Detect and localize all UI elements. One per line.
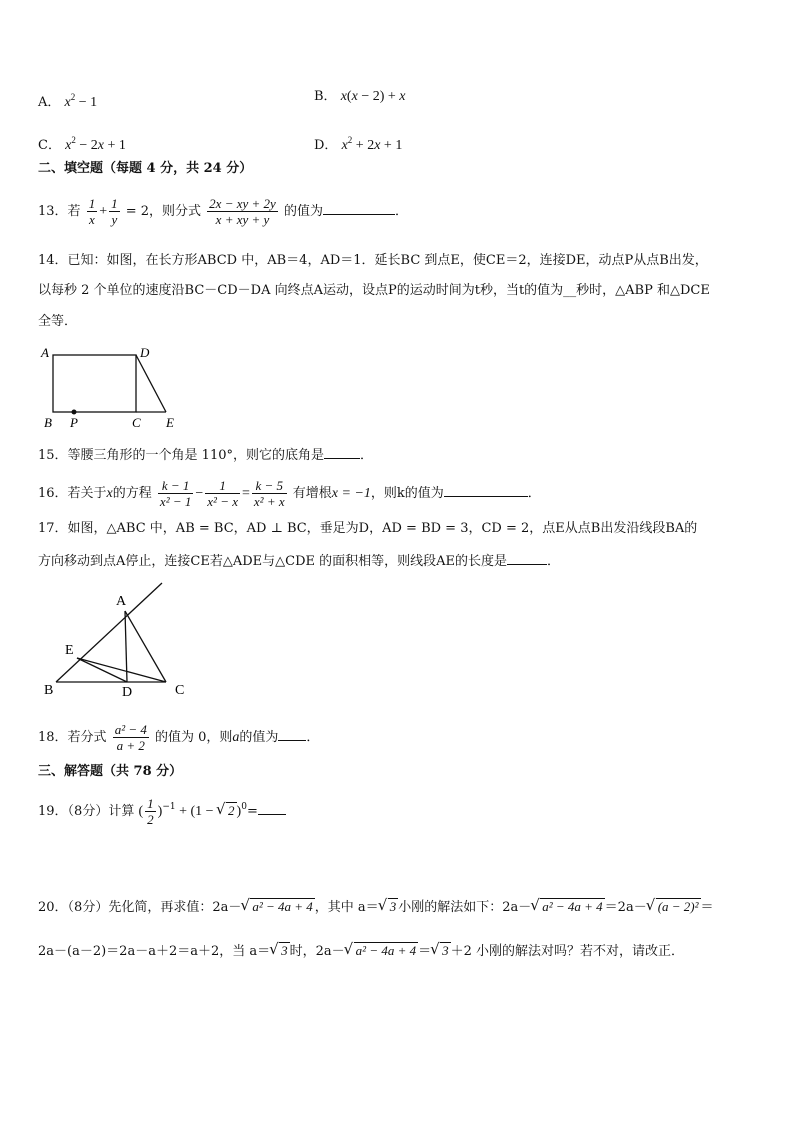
question-16: 16．若关于x的方程 $\frac{k - 1}{\text{x² − 1}}$ − $\frac{1}{\text{x² − x}}$ = $\frac{k - 5}{\text{x² + x}}$ 有增根x = −1，则k的值为 ． bbox=[38, 478, 541, 509]
label-e: E bbox=[65, 643, 74, 658]
label-a: A bbox=[41, 345, 49, 360]
question-17-line-2: 方向移动到点A停止，连接CE若△ADE与△CDE 的面积相等，则线段AE的长度是 ． bbox=[38, 554, 561, 569]
segment-de bbox=[136, 355, 166, 412]
segment-ac bbox=[125, 611, 166, 682]
label-d: D bbox=[140, 345, 150, 360]
label-c: C bbox=[132, 415, 141, 430]
question-20-line-2: 2a－(a－2)＝2a－a＋2＝a＋2，当 a＝√ 3 时，2a－√ a² − 4a + 4 ＝√ 3 ＋2 小刚的解法对吗？若不对，请改正． bbox=[38, 942, 684, 961]
option-a: A． $x^2 - 1$ bbox=[38, 92, 98, 110]
question-18: 18．若分式 $\frac{\text{a² − 4}}{a + 2}$ 的值为 0，则a的值为 ． bbox=[38, 722, 320, 753]
label-e: E bbox=[166, 415, 174, 430]
answer-blank-15[interactable] bbox=[324, 446, 360, 459]
answer-blank-17[interactable] bbox=[507, 552, 547, 565]
point-p bbox=[72, 410, 77, 415]
label-p: P bbox=[70, 415, 78, 430]
figure-rectangle-abcd bbox=[36, 342, 186, 432]
label-d: D bbox=[122, 685, 133, 700]
question-17-line-1: 17．如图，△ABC 中，AB = BC，AD ⊥ BC，垂足为D，AD = BD = 3，CD = 2，点E从点B出发沿线段BA的 bbox=[38, 521, 698, 536]
figure-triangle-abc bbox=[36, 578, 206, 700]
segment-ec bbox=[77, 658, 166, 682]
question-13: 13．若 $\frac{1}{x}$ + $\frac{1}{y}$ = 2，则分式 $\frac{2x - xy + 2y}{x + xy + y}$ 的值为 ． bbox=[38, 196, 408, 227]
answer-blank-19[interactable] bbox=[258, 802, 286, 815]
question-14-line-1: 14．已知：如图，在长方形ABCD 中，AB＝4，AD＝1．延长BC 到点E，使CE＝2，连接DE，动点P从点B出发， bbox=[38, 253, 708, 268]
answer-blank-13[interactable] bbox=[323, 202, 395, 215]
section-2-title: 二、填空题（每题 4 分，共 24 分） bbox=[38, 161, 253, 176]
option-b: B． x(x − 2) + x bbox=[314, 89, 406, 104]
answer-blank-16[interactable] bbox=[444, 484, 528, 497]
option-c: C． $x^2 - 2x + 1$ bbox=[38, 135, 126, 153]
answer-blank-18[interactable] bbox=[278, 728, 306, 741]
rectangle-abcd bbox=[53, 355, 136, 412]
label-a: A bbox=[116, 594, 127, 609]
label-b: B bbox=[44, 683, 54, 698]
section-3-title: 三、解答题（共 78 分） bbox=[38, 764, 183, 779]
question-14-line-2: 以每秒 2 个单位的速度沿BC－CD－DA 向终点A运动，设点P的运动时间为t秒，当t的值为__秒时，△ABP 和△DCE bbox=[38, 283, 710, 298]
question-19: 19．（8分）计算 ( $\frac{1}{2}$ )$^{-1}$ + (1 − √ 2 )$^0$= bbox=[38, 796, 286, 827]
label-b: B bbox=[44, 415, 52, 430]
label-c: C bbox=[175, 683, 185, 698]
question-15: 15．等腰三角形的一个角是 110°，则它的底角是 ． bbox=[38, 448, 374, 463]
question-20-line-1: 20．（8分）先化简，再求值：2a－√ a² − 4a + 4 ，其中 a＝√ 3 小刚的解法如下：2a－√ a² − 4a + 4 ＝2a－√ (a − 2)² ＝ bbox=[38, 898, 714, 917]
question-14-line-3: 全等． bbox=[38, 314, 78, 329]
option-d: D． $x^2 + 2x + 1$ bbox=[314, 135, 403, 153]
